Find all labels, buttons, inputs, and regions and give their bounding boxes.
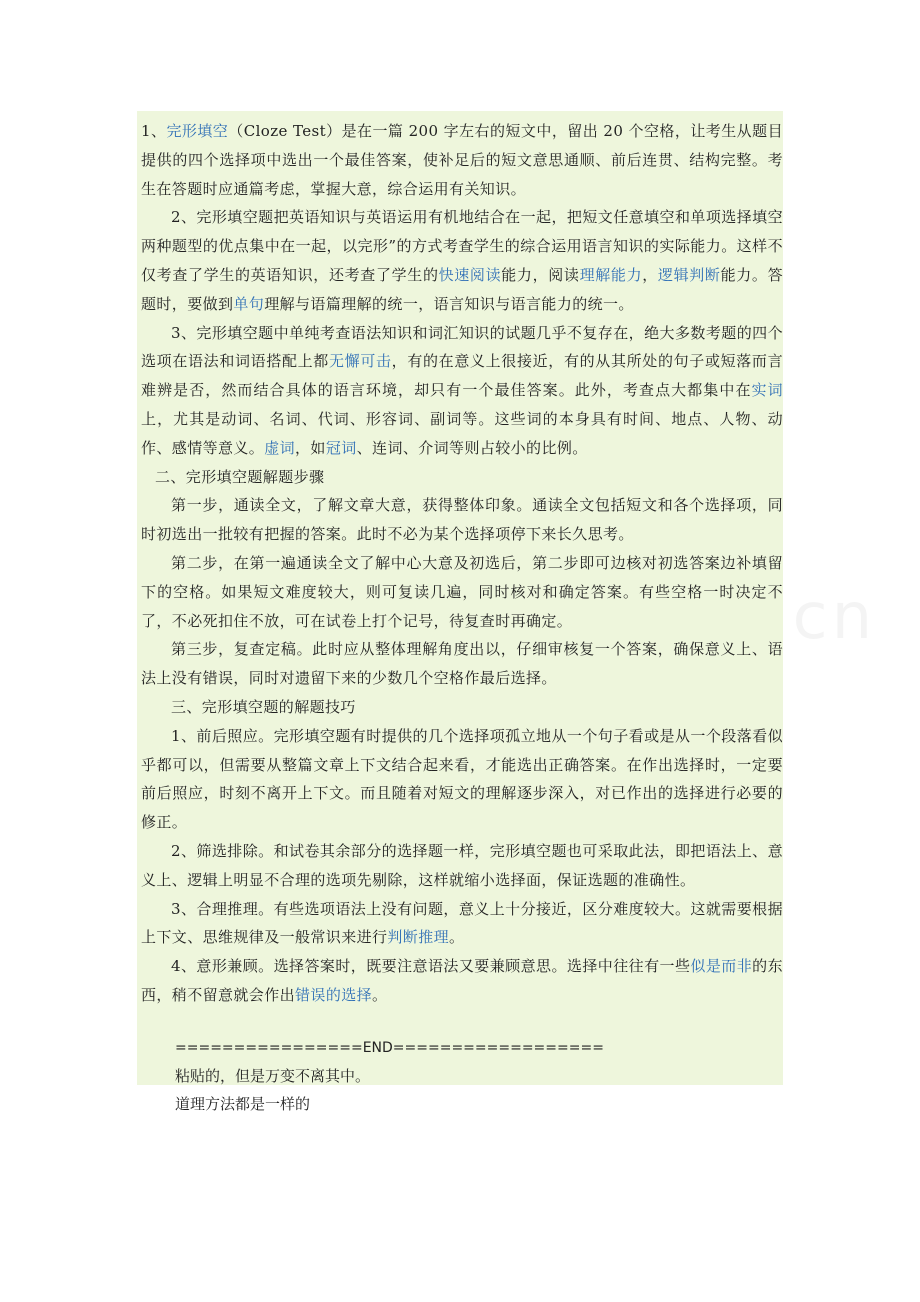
text: 理解与语篇理解的统一，语言知识与语言能力的统一。	[264, 294, 634, 313]
link-logic[interactable]: 逻辑判断	[657, 265, 721, 284]
link-inference[interactable]: 判断推理	[387, 928, 450, 947]
text: 。	[372, 985, 388, 1004]
section-heading-tips: 三、完形填空题的解题技巧	[171, 697, 356, 716]
paragraph-tip-3	[141, 895, 783, 953]
paragraph-tip-4	[141, 952, 783, 1010]
comment-line-2: 道理方法都是一样的	[175, 1094, 311, 1113]
end-separator: ================END==================	[175, 1039, 604, 1056]
text: （Cloze Test）是在一篇 200 字左右的短文中，留出 20 个空格，让考生从题目提供的四个选择项中选出一个最佳答案，使补足后的短文意思通顺、前后连贯、结构完整。考生在答题时应通篇考虑，掌握大意，综合运用有关知识。	[141, 122, 783, 198]
link-fast-reading[interactable]: 快速阅读	[438, 265, 502, 284]
text: ，	[642, 265, 658, 284]
text: 。	[449, 928, 465, 947]
link-sentence[interactable]: 单句	[233, 294, 265, 313]
paragraph-tip-1: 1、前后照应。完形填空题有时提供的几个选择项孤立地从一个句子看或是从一个段落看似乎都可以，但需要从整篇文章上下文结合起来看，才能选出正确答案。在作出选择时，一定要前后照应，时刻不离开上下文。而且随着对短文的理解逐步深入，对已作出的选择进行必要的修正。	[141, 726, 783, 832]
text: 3、完形填空题中单纯考查语法知识和词汇知识的试题几乎不复存在，绝大多数考题的四个选项在语法和词语搭配上都	[141, 323, 783, 371]
paragraph-step-3: 第三步，复查定稿。此时应从整体理解角度出以，仔细审核复一个答案，确保意义上、语法上没有错误，同时对遗留下来的少数几个空格作最后选择。	[141, 640, 783, 688]
text: 3、合理推理。有些选项语法上没有问题，意义上十分接近，区分难度较大。这就需要根据上下文、思维规律及一般常识来进行	[141, 899, 783, 947]
link-article[interactable]: 冠词	[325, 438, 357, 457]
comment-line-1: 粘贴的，但是万变不离其中。	[175, 1066, 371, 1085]
text: 1、	[141, 122, 167, 140]
paragraph-step-2: 第二步，在第一遍通读全文了解中心大意及初选后，第二步即可边核对初选答案边补填留下的空格。如果短文难度较大，则可复读几遍，同时核对和确定答案。有些空格一时决定不了，不必死扣住不放，可在试卷上打个记号，待复查时再确定。	[141, 553, 783, 630]
text: 的东西，稍不留意就会作出	[141, 957, 783, 1004]
text: ，有的在意义上很接近，有的从其所处的句子或短落而言难辨是否，然而结合具体的语言环境，却只有一个最佳答案。此外，考查点大都集中在	[141, 352, 783, 400]
link-flawless[interactable]: 无懈可击	[328, 352, 392, 371]
text: 4、意形兼顾。选择答案时，既要注意语法又要兼顾意思。选择中往往有一些	[171, 957, 691, 976]
paragraph-2	[141, 203, 783, 318]
section-heading-steps: 二、完形填空题解题步骤	[155, 467, 325, 486]
text: 上，尤其是动词、名词、代词、形容词、副词等。这些词的本身具有时间、地点、人物、动作、感情等意义。	[141, 409, 783, 457]
text: 2、完形填空题把英语知识与英语运用有机地结合在一起，把短文任意填空和单项选择填空两种题型的优点集中在一起，以完形”的方式考查学生的综合运用语言知识的实际能力。这样不仅考查了学生的英语知识，还考查了学生的	[141, 208, 783, 284]
link-cloze[interactable]: 完形填空	[166, 122, 229, 140]
link-function-word[interactable]: 虚词	[264, 438, 296, 457]
paragraph-step-1: 第一步，通读全文，了解文章大意，获得整体印象。通读全文包括短文和各个选择项，同时初选出一批较有把握的答案。此时不必为某个选择项停下来长久思考。	[141, 496, 783, 544]
paragraph-tip-2: 2、筛选排除。和试卷其余部分的选择题一样，完形填空题也可采取此法，即把语法上、意义上、逻辑上明显不合理的选项先剔除，这样就缩小选择面，保证选题的准确性。	[141, 841, 783, 889]
text: 能力。答题时，要做到	[141, 265, 783, 313]
text: 能力，阅读	[501, 265, 580, 284]
text: 、连词、介词等则占较小的比例。	[356, 438, 588, 457]
paragraph-intro	[141, 117, 783, 203]
link-specious[interactable]: 似是而非	[690, 957, 753, 976]
article-panel	[137, 111, 783, 1113]
paragraph-3	[141, 319, 783, 463]
link-comprehension[interactable]: 理解能力	[579, 265, 643, 284]
link-content-word[interactable]: 实词	[751, 381, 783, 400]
text: ，如	[295, 438, 326, 457]
link-wrong-choice[interactable]: 错误的选择	[295, 985, 373, 1004]
